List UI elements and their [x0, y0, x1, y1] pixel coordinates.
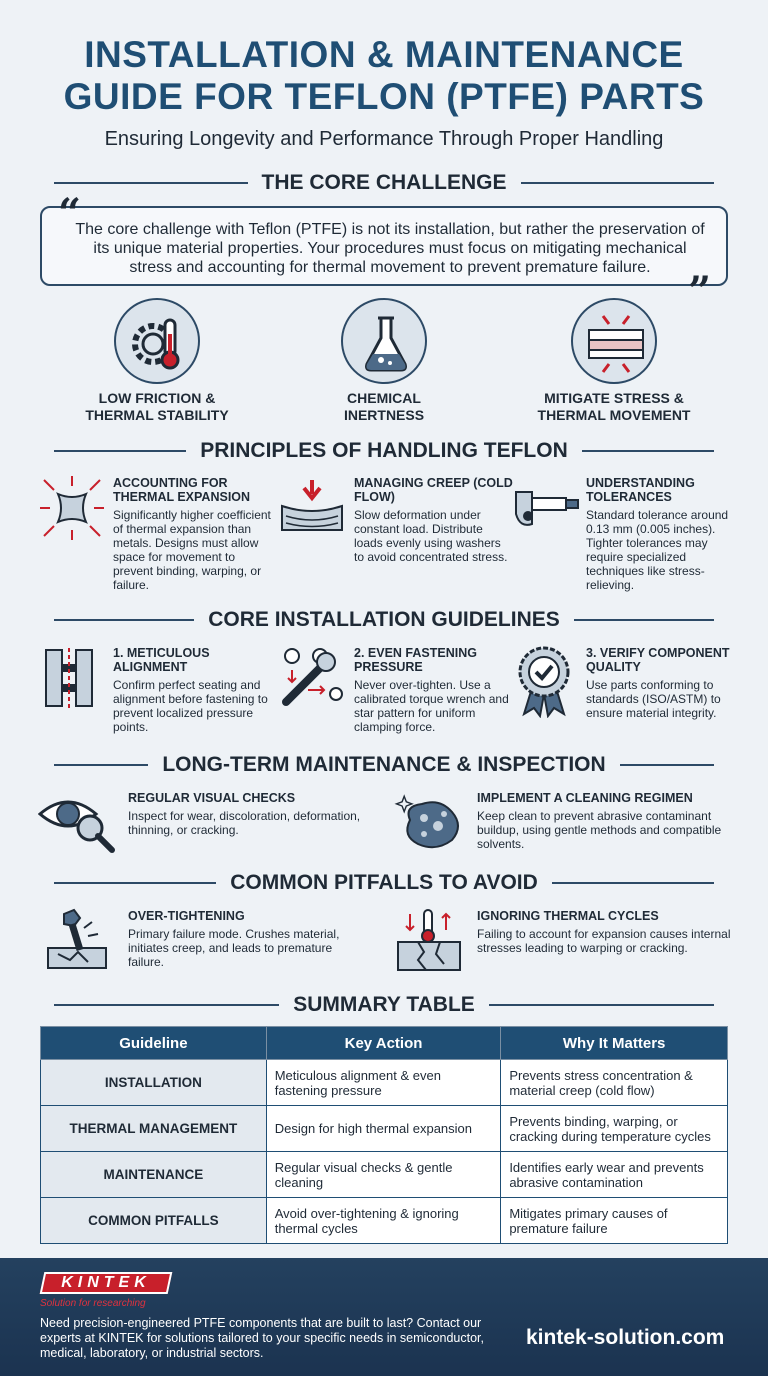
pitfall-thermal-cycles: [477, 909, 735, 955]
title-line-2: GUIDE FOR TEFLON (PTFE) PARTS: [63, 76, 705, 117]
pitfall-title: IGNORING THERMAL CYCLES: [477, 909, 659, 923]
gear-thermometer-icon: [114, 298, 200, 384]
creep-load-icon: [280, 478, 344, 534]
principle-title: MANAGING CREEP (COLD FLOW): [354, 476, 513, 504]
section-maintenance: [40, 750, 728, 780]
table-cell: MAINTENANCE: [41, 1152, 267, 1198]
section-heading: CORE INSTALLATION GUIDELINES: [208, 608, 560, 631]
feature-chemical-inertness: CHEMICAL INERTNESS: [343, 390, 425, 423]
open-quote-icon: “: [58, 190, 82, 237]
section-heading: LONG-TERM MAINTENANCE & INSPECTION: [162, 753, 606, 776]
table-header: Why It Matters: [501, 1027, 728, 1060]
quality-badge-icon: [514, 644, 574, 718]
section-installation: [40, 605, 728, 635]
section-heading: THE CORE CHALLENGE: [261, 171, 507, 194]
table-row: [41, 1106, 728, 1152]
maintenance-cleaning: [477, 791, 735, 851]
micrometer-icon: [510, 484, 580, 534]
pitfall-text: Failing to account for expansion causes internal stresses leading to warping or cracking.: [477, 927, 731, 955]
table-header: Key Action: [266, 1027, 501, 1060]
bolt-crush-icon: [44, 908, 110, 970]
compression-icon: [571, 298, 657, 384]
alignment-icon: [40, 646, 104, 710]
table-row: [41, 1198, 728, 1244]
pitfall-title: OVER-TIGHTENING: [128, 909, 245, 923]
website-link[interactable]: kintek-solution.com: [526, 1326, 725, 1349]
install-fastening: [354, 646, 516, 734]
logo-tagline: Solution for researching: [40, 1298, 146, 1309]
table-cell: Meticulous alignment & even fastening pressure: [266, 1060, 501, 1106]
install-text: Confirm perfect seating and alignment before fastening to prevent localized pressure points.: [113, 678, 268, 734]
principle-text: Slow deformation under constant load. Distribute loads evenly using washers to avoid concentrated stress.: [354, 508, 508, 564]
maintenance-visual-checks: [128, 791, 368, 837]
principle-text: Significantly higher coefficient of thermal expansion than metals. Designs must allow space for movement to prevent binding, warping, or failure.: [113, 508, 271, 592]
install-quality: [586, 646, 746, 720]
table-cell: Prevents stress concentration & material creep (cold flow): [501, 1060, 728, 1106]
table-cell: INSTALLATION: [41, 1060, 267, 1106]
table-cell: Design for high thermal expansion: [266, 1106, 501, 1152]
table-header-row: [41, 1027, 728, 1060]
footer-text: Need precision-engineered PTFE components that are built to last? Contact our experts at KINTEK for solutions tailored to your specific needs in semiconductor, medical, laboratory, or industrial sectors.: [40, 1316, 484, 1360]
page-subtitle: Ensuring Longevity and Performance Through Proper Handling: [104, 128, 664, 150]
install-alignment: [113, 646, 273, 734]
close-quote-icon: ”: [688, 268, 712, 315]
section-pitfalls: [40, 868, 728, 898]
sponge-icon: [394, 790, 466, 854]
feature-mitigate-stress: MITIGATE STRESS & THERMAL MOVEMENT: [537, 390, 691, 423]
table-cell: Mitigates primary causes of premature failure: [501, 1198, 728, 1244]
table-cell: COMMON PITFALLS: [41, 1198, 267, 1244]
table-cell: Avoid over-tightening & ignoring thermal cycles: [266, 1198, 501, 1244]
principle-text: Standard tolerance around 0.13 mm (0.005 inches). Tighter tolerances may require specialized techniques like stress-relieving.: [586, 508, 729, 592]
feature-low-friction: LOW FRICTION & THERMAL STABILITY: [85, 390, 229, 423]
maintenance-title: IMPLEMENT A CLEANING REGIMEN: [477, 791, 693, 805]
wrench-icon: [278, 644, 346, 712]
core-challenge-quote: [40, 206, 728, 286]
section-summary: [40, 990, 728, 1020]
principle-title: UNDERSTANDING TOLERANCES: [586, 476, 695, 504]
section-core-challenge: [40, 168, 728, 198]
install-title: 3. VERIFY COMPONENT QUALITY: [586, 646, 730, 674]
thermal-crack-icon: [396, 906, 466, 972]
summary-table: [40, 1026, 728, 1244]
maintenance-title: REGULAR VISUAL CHECKS: [128, 791, 296, 805]
maintenance-text: Keep clean to prevent abrasive contaminant buildup, using gentle methods and compatible solvents.: [477, 809, 722, 851]
install-title: 1. METICULOUS ALIGNMENT: [113, 646, 210, 674]
flask-icon: [341, 298, 427, 384]
expansion-arrows-icon: [40, 476, 104, 540]
table-header: Guideline: [41, 1027, 267, 1060]
table-cell: THERMAL MANAGEMENT: [41, 1106, 267, 1152]
maintenance-text: Inspect for wear, discoloration, deformation, thinning, or cracking.: [128, 809, 361, 837]
section-heading: PRINCIPLES OF HANDLING TEFLON: [200, 439, 568, 462]
install-text: Use parts conforming to standards (ISO/ASTM) to ensure material integrity.: [586, 678, 721, 720]
table-cell: Regular visual checks & gentle cleaning: [266, 1152, 501, 1198]
table-cell: Identifies early wear and prevents abrasive contamination: [501, 1152, 728, 1198]
title-line-1: INSTALLATION & MAINTENANCE: [84, 34, 684, 75]
pitfall-text: Primary failure mode. Crushes material, initiates creep, and leads to premature failure.: [128, 927, 340, 969]
section-principles: [40, 436, 728, 466]
quote-text: The core challenge with Teflon (PTFE) is not its installation, but rather the preservation of its unique material properties. Your procedures must focus on mitigating mechanical stress and accounting for thermal movement to prevent premature failure.: [75, 221, 705, 276]
logo-text: KINTEK: [61, 1274, 151, 1291]
principle-thermal-expansion: [113, 476, 273, 592]
section-heading: SUMMARY TABLE: [293, 993, 475, 1016]
pitfall-over-tightening: [128, 909, 368, 969]
install-text: Never over-tighten. Use a calibrated torque wrench and star pattern for uniform clamping force.: [354, 678, 509, 734]
principle-managing-creep: [354, 476, 514, 564]
install-title: 2. EVEN FASTENING PRESSURE: [354, 646, 477, 674]
page-title: [0, 34, 768, 118]
table-row: [41, 1060, 728, 1106]
table-cell: Prevents binding, warping, or cracking during temperature cycles: [501, 1106, 728, 1152]
principle-title: ACCOUNTING FOR THERMAL EXPANSION: [113, 476, 251, 504]
principle-tolerances: [586, 476, 746, 592]
eye-magnifier-icon: [38, 788, 118, 854]
section-heading: COMMON PITFALLS TO AVOID: [230, 871, 538, 894]
table-row: [41, 1152, 728, 1198]
